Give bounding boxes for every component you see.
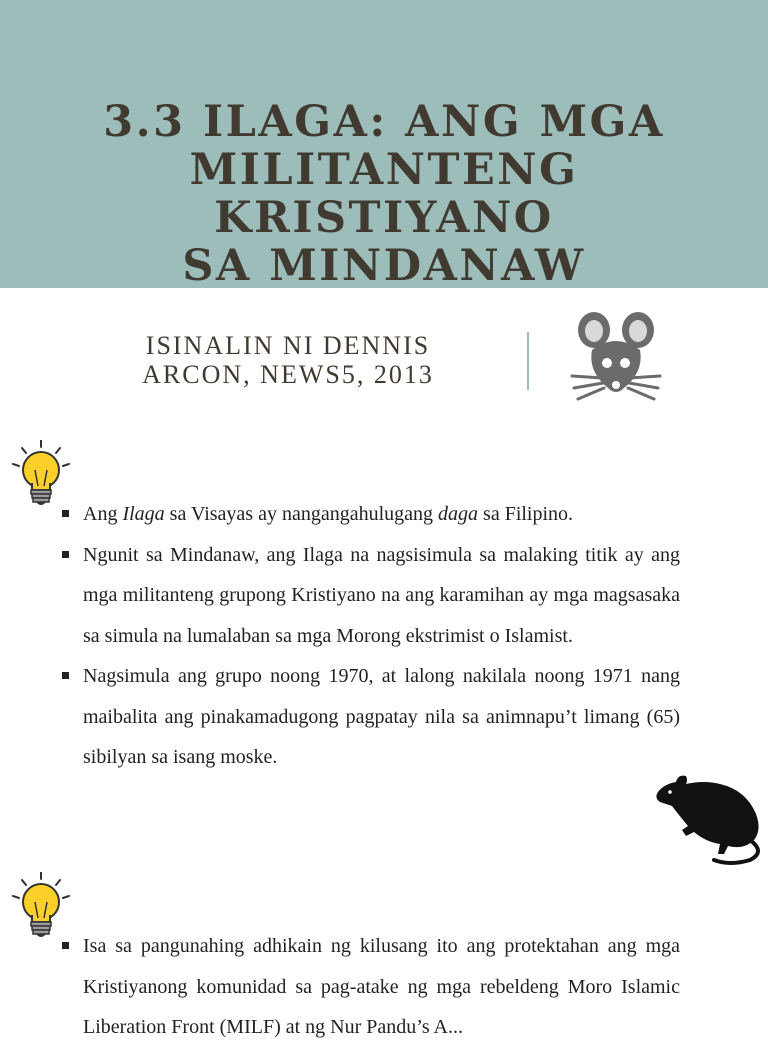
- title-banner: [0, 0, 768, 291]
- list-item: Isa sa pangunahing adhikain ng kilusang ito ang protektahan ang mga Kristiyanong komunidad sa pag-atake ng mga rebeldeng Moro Islamic Liberation Front (MILF) at ng Nur Pandu’s A...: [60, 926, 680, 1048]
- bullet-list-1: [60, 494, 680, 778]
- text: Ang: [83, 503, 123, 525]
- vertical-divider: [527, 332, 529, 390]
- italic-term: daga: [438, 503, 479, 525]
- rat-silhouette-icon: [654, 770, 768, 868]
- title-line-3: SA MINDANAW: [182, 241, 586, 291]
- page-title: [20, 98, 748, 290]
- title-line-1: 3.3 ILAGA: ANG MGA: [103, 97, 665, 147]
- bullet-list-2: [60, 926, 680, 1048]
- title-line-2: MILITANTENG KRISTIYANO: [189, 145, 579, 243]
- text: sa Visayas ay nangangahulugang: [164, 503, 439, 525]
- subtitle: [100, 331, 476, 389]
- italic-term: Ilaga: [122, 503, 165, 525]
- text: sa Filipino.: [478, 503, 574, 525]
- mouse-face-icon: [566, 306, 666, 406]
- list-item: Nagsimula ang grupo noong 1970, at lalong nakilala noong 1971 nang maibalita ang pinakamadugong pagpatay nila sa animnapu’t limang (65) sibilyan sa isang moske.: [60, 656, 680, 778]
- list-item: [60, 494, 680, 535]
- subtitle-line-2: ARCON, NEWS5, 2013: [142, 360, 434, 389]
- subtitle-line-1: ISINALIN NI DENNIS: [145, 331, 431, 360]
- list-item: Ngunit sa Mindanaw, ang Ilaga na nagsisimula sa malaking titik ay ang mga militanteng grupong Kristiyano na ang karamihan ay mga magsasaka sa simula na lumalaban sa mga Morong ekstrimist o Islamist.: [60, 535, 680, 657]
